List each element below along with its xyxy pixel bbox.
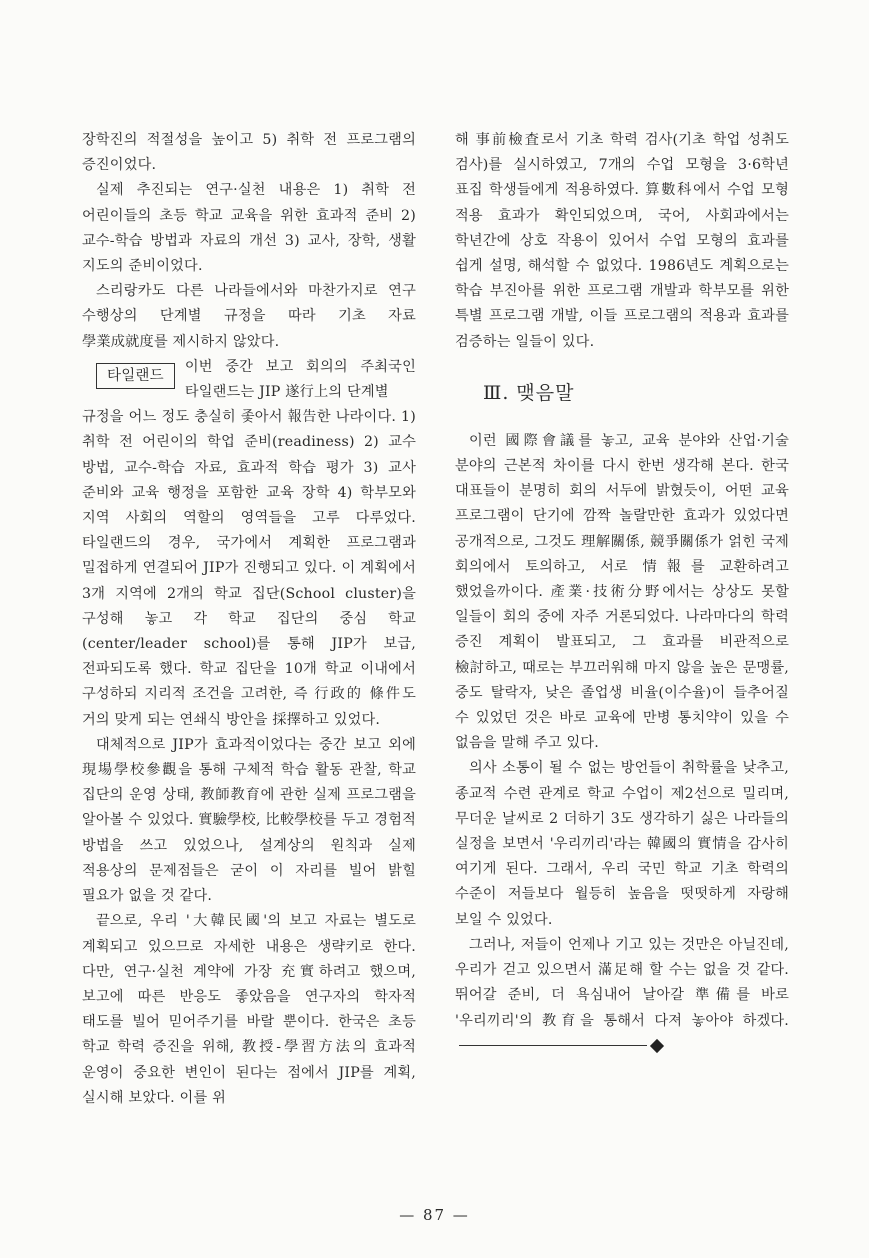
- left-paragraph-4: 규정을 어느 정도 충실히 좇아서 報告한 나라이다. 1) 취학 전 어린이의 학업 준비(readiness) 2) 교수 방법, 교수-학습 자료, 효과적 학습 평가 3) 교사 준비와 교육 행정을 포함한 교육 장학 4) 학부모와 지역 사회의 역할의 영역들을 고루 다루었다. 타일랜드의 경우, 국가에서 계획한 프로그램과 밀접하게 연결되어 JIP가 진행되고 있다. 이 계획에서 3개 지역에 2개의 학교 집단(School cluster)을 구성해 놓고 각 학교 집단의 중심 학교(center/leader school)를 통해 JIP가 보급, 전파되도록 했다. 학교 집단을 10개 학교 이내에서 구성하되 지리적 조건을 고려한, 즉 行政的 條件도 거의 맞게 되는 연쇄식 방안을 採擇하고 있었다.: [82, 409, 416, 728]
- left-paragraph-2: 실제 추진되는 연구·실천 내용은 1) 취학 전 어린이들의 초등 학교 교육을 위한 효과적 준비 2) 교수-학습 방법과 자료의 개선 3) 교사, 장학, 생활 지도의 준비이었다.: [82, 182, 416, 275]
- right-paragraph-3: 의사 소통이 될 수 없는 방언들이 취학률을 낮추고, 종교적 수련 관계로 학교 수업이 제2선으로 밀리며, 무더운 날씨로 2 더하기 3도 생각하기 싫은 나라들의 실정을 보면서 '우리끼리'라는 韓國의 實情을 감사히 여기게 된다. 그래서, 우리 국민 학교 기초 학력의 수준이 저들보다 월등히 높음을 떳떳하게 자랑해 보일 수 있었다.: [455, 760, 789, 928]
- section-heading: Ⅲ. 맺음말: [483, 381, 575, 404]
- left-paragraph-5: 대체적으로 JIP가 효과적이었다는 중간 보고 외에 現場學校參觀을 통해 구체적 학습 활동 관찰, 학교 집단의 운영 상태, 教師教育에 관한 실제 프로그램을 알아볼 수 있었다. 實驗學校, 比較學校를 두고 경험적 방법을 쓰고 있었으나, 설계상의 원칙과 실제 적용상의 문제점들은 굳이 이 자리를 빌어 밝힐 필요가 없을 것 같다.: [82, 736, 416, 905]
- thailand-intro-text: 이번 중간 보고 회의의 주최국인 타일랜드는 JIP 遂行上의 단계별: [184, 358, 416, 401]
- thailand-section-label: 타일랜드: [96, 363, 175, 389]
- page-number: — 87 —: [399, 1206, 470, 1224]
- left-paragraph-3: 스리랑카도 다른 나라들에서와 마찬가지로 연구 수행상의 단계별 규정을 따라 기초 자료 學業成就度를 제시하지 않았다.: [82, 283, 416, 350]
- closing-text: 그러나, 저들이 언제나 기고 있는 것만은 아닐진데, 우리가 걷고 있으면서 滿足해 할 수는 없을 것 같다. 뛰어갈 준비, 더 욕심내어 날아갈 準備를 바로 '우리끼리'의 教育을 통해서 다져 놓아야 하겠다.: [455, 936, 789, 1029]
- right-paragraph-2: 이런 國際會議를 놓고, 교육 분야와 산업·기술 분야의 근본적 차이를 다시 한번 생각해 본다. 한국 대표들이 분명히 회의 서두에 밝혔듯이, 어떤 교육 프로그램이 단기에 깜짝 놀랄만한 효과가 있었다면 공개적으로, 그것도 理解關係, 競爭關係가 얽힌 국제 회의에서 토의하고, 서로 情報를 교환하려고 했었을까이다. 產業·技術分野에서는 상상도 못할 일들이 회의 중에 자주 거론되었다. 나라마다의 학력 증진 계획이 발표되고, 그 효과를 비관적으로 檢討하고, 때로는 부끄러워해 마지 않을 높은 문맹률, 중도 탈락자, 낮은 졸업생 비율(이수율)이 들추어질 수 있었던 것은 바로 교육에 만병 통치약이 있을 수 없음을 말해 주고 있다.: [455, 432, 789, 752]
- right-paragraph-1: 해 事前檢査로서 기초 학력 검사(기초 학업 성취도 검사)를 실시하였고, 7개의 수업 모형을 3·6학년 표집 학생들에게 적용하였다. 算數科에서 수업 모형 적용 효과가 확인되었으며, 국어, 사회과에서는 학년간에 상호 작용이 있어서 수업 모형의 효과를 쉽게 설명, 해석할 수 없었다. 1986년도 계획으로는 학습 부진아를 위한 프로그램 개발과 학부모를 위한 특별 프로그램 개발, 이들 프로그램의 적용과 효과를 검증하는 일들이 있다.: [455, 132, 789, 350]
- end-rule: [459, 1045, 647, 1046]
- left-paragraph-6: 끝으로, 우리 '大韓民國'의 보고 자료는 별도로 계획되고 있으므로 자세한 내용은 생략키로 한다. 다만, 연구·실천 계약에 가장 充實하려고 했으며, 보고에 따른 반응도 좋았음을 연구자의 학자적 태도를 빌어 믿어주기를 바랄 뿐이다. 한국은 초등 학교 학력 증진을 위해, 教授-學習方法의 효과적 운영이 중요한 변인이 된다는 점에서 JIP를 계획, 실시해 보았다. 이를 위: [82, 913, 416, 1106]
- left-column: [82, 128, 416, 1111]
- right-paragraph-4: [455, 933, 789, 1059]
- end-diamond-icon: [650, 1039, 664, 1053]
- left-paragraph-1: 장학진의 적절성을 높이고 5) 취학 전 프로그램의 증진이었다.: [82, 132, 416, 174]
- end-mark: [455, 1038, 662, 1054]
- right-column: [455, 128, 789, 1059]
- thailand-section-intro: [82, 355, 416, 405]
